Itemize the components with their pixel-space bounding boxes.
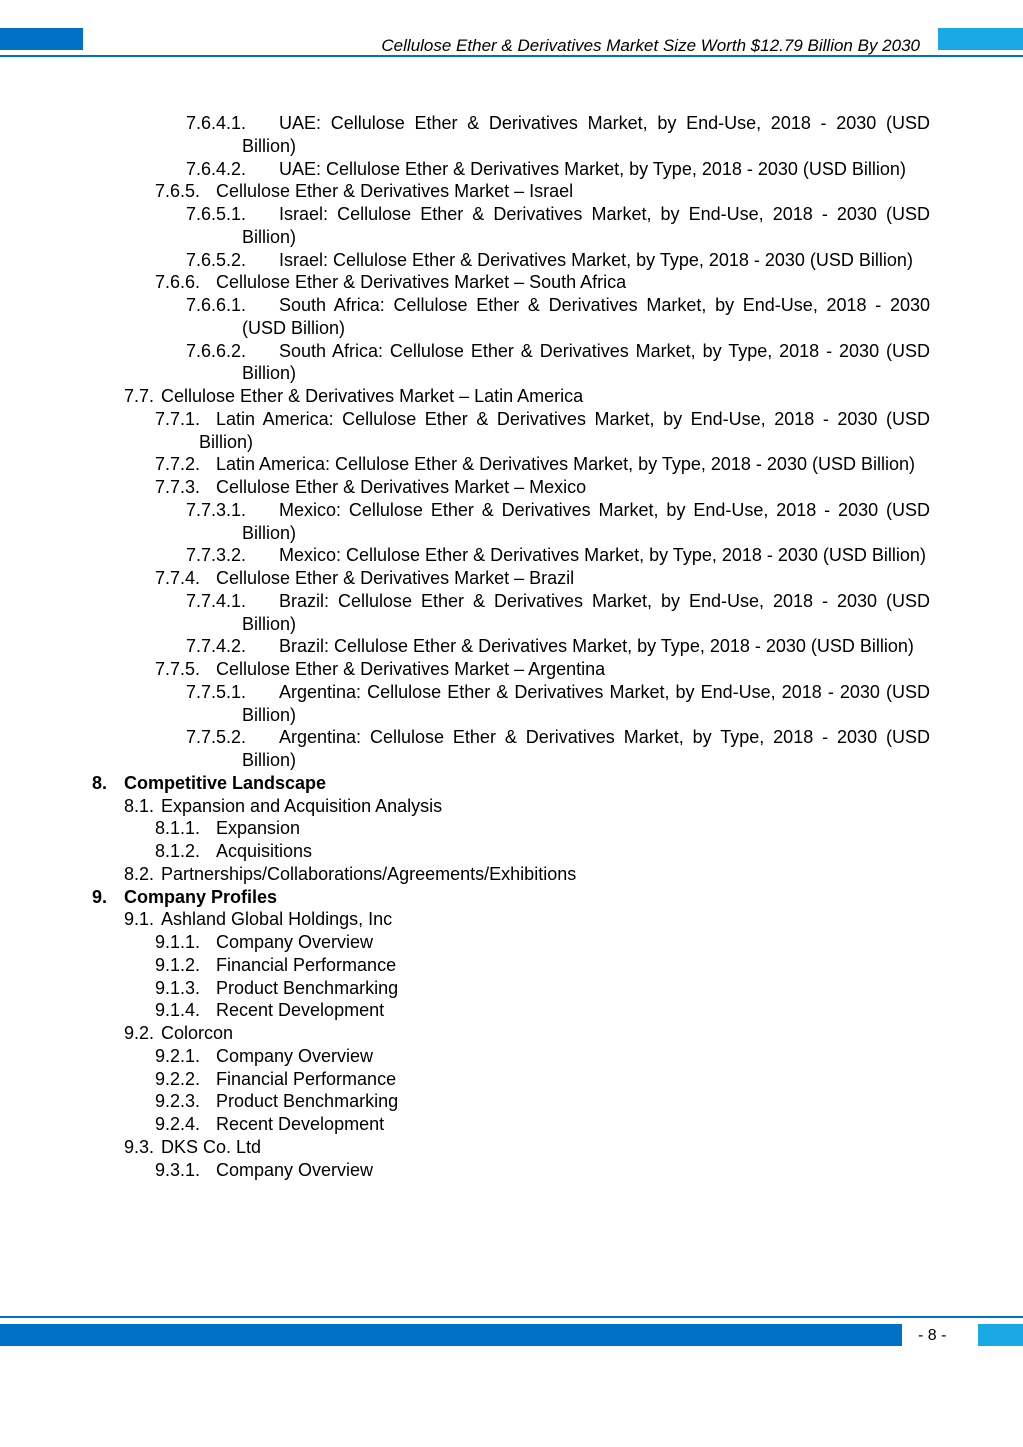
toc-entry bbox=[155, 567, 930, 590]
toc-entry-number: 7.6.4.1. bbox=[186, 113, 247, 133]
toc-entry-title: Company Overview bbox=[216, 1159, 374, 1180]
toc-entry-number: 9.2.4. bbox=[155, 1114, 201, 1134]
toc-entry-number: 7.7.4. bbox=[155, 568, 201, 588]
header-accent-block-left bbox=[0, 28, 83, 50]
toc-entry-number: 7.6.6. bbox=[155, 272, 201, 293]
toc-entry-number: 7.6.5.1. bbox=[186, 204, 247, 224]
toc-entry-title: Brazil: Cellulose Ether & Derivatives Market, by Type, 2018 - 2030 (USD Billion) bbox=[279, 636, 914, 657]
toc-entry-number: 9.1. bbox=[124, 909, 155, 930]
toc-entry bbox=[155, 977, 930, 1000]
toc-entry-number: 9.1.1. bbox=[155, 932, 201, 952]
header-accent-block-right bbox=[938, 28, 1023, 50]
toc-entry-number: 7.6.6.1. bbox=[186, 295, 247, 315]
toc-entry-number: 8.2. bbox=[124, 863, 155, 884]
toc-entry-number: 7.6.6.2. bbox=[186, 340, 247, 361]
toc-entry-title: South Africa: Cellulose Ether & Derivatives Market, by Type, 2018 - 2030 (USD Billion) bbox=[242, 340, 930, 384]
toc-entry-title: Company Overview bbox=[216, 1045, 374, 1066]
toc-entry bbox=[186, 681, 930, 727]
toc-entry-number: 7.7.4.2. bbox=[186, 636, 247, 657]
toc-entry-number: 7.7.3. bbox=[155, 477, 201, 497]
toc-entry-title: Cellulose Ether & Derivatives Market – Israel bbox=[216, 181, 574, 202]
toc-entry-number: 9.1.4. bbox=[155, 1000, 201, 1021]
toc-entry-number: 7.7.1. bbox=[155, 408, 201, 429]
toc-entry bbox=[186, 158, 930, 181]
toc-entry-title: Cellulose Ether & Derivatives Market – Argentina bbox=[216, 659, 606, 679]
document-header-title: Cellulose Ether & Derivatives Market Size Worth $12.79 Billion By 2030 bbox=[381, 36, 920, 55]
toc-entry-number: 7.7.2. bbox=[155, 454, 201, 475]
toc-entry-title: Financial Performance bbox=[216, 1068, 397, 1089]
toc-entry bbox=[155, 931, 930, 954]
toc-entry-number: 7.7.5.1. bbox=[186, 681, 247, 702]
toc-entry-title: UAE: Cellulose Ether & Derivatives Market, by Type, 2018 - 2030 (USD Billion) bbox=[279, 158, 906, 179]
toc-entry-title: Recent Development bbox=[216, 1000, 385, 1021]
toc-entry bbox=[155, 658, 930, 681]
toc-entry-title: UAE: Cellulose Ether & Derivatives Market, by End-Use, 2018 - 2030 (USD Billion) bbox=[242, 113, 930, 156]
toc-entry bbox=[155, 1068, 930, 1091]
toc-entry-number: 7.7.4.1. bbox=[186, 590, 247, 611]
toc-entry bbox=[155, 817, 930, 840]
toc-entry-number: 7.6.4.2. bbox=[186, 158, 247, 179]
toc-entry bbox=[124, 1136, 930, 1159]
toc-entry bbox=[155, 1090, 930, 1113]
toc-entry bbox=[186, 635, 930, 658]
toc-entry-number: 7.7. bbox=[124, 386, 155, 406]
toc-entry-title: Product Benchmarking bbox=[216, 977, 399, 998]
toc-entry-title: Latin America: Cellulose Ether & Derivatives Market, by Type, 2018 - 2030 (USD Billion) bbox=[216, 454, 915, 475]
toc-entry-title: Brazil: Cellulose Ether & Derivatives Market, by End-Use, 2018 - 2030 (USD Billion) bbox=[242, 590, 930, 634]
toc-entry-number: 7.7.3.1. bbox=[186, 499, 247, 520]
toc-entry bbox=[186, 499, 930, 545]
toc-entry-title: Competitive Landscape bbox=[124, 772, 327, 793]
toc-entry-number: 9.2.1. bbox=[155, 1045, 201, 1066]
toc-entry bbox=[124, 385, 930, 408]
toc-entry-number: 7.6.5.2. bbox=[186, 249, 247, 270]
toc-entry bbox=[186, 249, 930, 272]
toc-entry bbox=[186, 590, 930, 636]
toc-entry-title: Cellulose Ether & Derivatives Market – South Africa bbox=[216, 272, 627, 293]
toc-entry-title: Cellulose Ether & Derivatives Market – Latin America bbox=[161, 386, 584, 406]
toc-entry-title: DKS Co. Ltd bbox=[161, 1136, 262, 1157]
toc-entry bbox=[186, 544, 930, 567]
toc-entry-title: Cellulose Ether & Derivatives Market – Mexico bbox=[216, 477, 587, 497]
toc-entry-number: 8.1.2. bbox=[155, 841, 201, 861]
toc-entry-number: 7.7.5.2. bbox=[186, 727, 247, 748]
toc-entry-title: South Africa: Cellulose Ether & Derivatives Market, by End-Use, 2018 - 2030 (USD Billion) bbox=[242, 295, 930, 338]
toc-entry-number: 7.6.5. bbox=[155, 181, 201, 202]
toc-entry-title: Company Profiles bbox=[124, 886, 278, 907]
toc-entry bbox=[186, 340, 930, 386]
toc-entry-title: Ashland Global Holdings, Inc bbox=[161, 909, 393, 930]
toc-entry-number: 7.7.5. bbox=[155, 659, 201, 679]
toc-entry-title: Mexico: Cellulose Ether & Derivatives Market, by End-Use, 2018 - 2030 (USD Billion) bbox=[242, 499, 930, 543]
toc-entry-title: Israel: Cellulose Ether & Derivatives Market, by End-Use, 2018 - 2030 (USD Billion) bbox=[242, 204, 930, 247]
toc-entry bbox=[124, 1022, 930, 1045]
toc-entry-number: 9.2.2. bbox=[155, 1068, 201, 1089]
toc-entry bbox=[92, 886, 930, 909]
toc-entry bbox=[155, 1159, 930, 1182]
toc-entry-number: 9.1.2. bbox=[155, 954, 201, 975]
toc-entry bbox=[186, 203, 930, 249]
toc-entry-title: Product Benchmarking bbox=[216, 1091, 399, 1112]
toc-entry bbox=[155, 408, 930, 454]
toc-entry-number: 9.2.3. bbox=[155, 1091, 201, 1112]
toc-entry-number: 9.3. bbox=[124, 1136, 155, 1157]
toc-entry bbox=[155, 954, 930, 977]
toc-entry bbox=[92, 772, 930, 795]
footer-accent-bar bbox=[0, 1324, 902, 1346]
toc-entry-title: Israel: Cellulose Ether & Derivatives Market, by Type, 2018 - 2030 (USD Billion) bbox=[279, 249, 913, 270]
toc-entry bbox=[186, 726, 930, 772]
toc-entry-title: Recent Development bbox=[216, 1114, 385, 1134]
toc-entry-number: 7.7.3.2. bbox=[186, 545, 247, 566]
toc-entry bbox=[155, 999, 930, 1022]
toc-entry-number: 9.2. bbox=[124, 1023, 155, 1043]
toc-entry-title: Argentina: Cellulose Ether & Derivatives Market, by Type, 2018 - 2030 (USD Billion) bbox=[242, 727, 930, 770]
toc-entry-title: Financial Performance bbox=[216, 954, 397, 975]
toc-entry-title: Expansion and Acquisition Analysis bbox=[161, 795, 443, 816]
header-divider bbox=[0, 55, 1023, 57]
toc-entry bbox=[124, 795, 930, 818]
toc-entry bbox=[155, 1045, 930, 1068]
toc-entry-title: Mexico: Cellulose Ether & Derivatives Market, by Type, 2018 - 2030 (USD Billion) bbox=[279, 545, 926, 566]
toc-entry-number: 9. bbox=[92, 886, 108, 907]
toc-entry bbox=[186, 294, 930, 340]
table-of-contents bbox=[0, 112, 1023, 1181]
toc-entry-title: Argentina: Cellulose Ether & Derivatives Market, by End-Use, 2018 - 2030 (USD Billion) bbox=[242, 681, 930, 725]
footer-accent-block-right bbox=[978, 1324, 1023, 1346]
toc-entry-number: 8.1.1. bbox=[155, 818, 201, 839]
toc-entry-title: Partnerships/Collaborations/Agreements/Exhibitions bbox=[161, 863, 577, 884]
toc-entry-number: 8.1. bbox=[124, 795, 155, 816]
toc-entry-number: 8. bbox=[92, 772, 108, 793]
toc-entry bbox=[155, 476, 930, 499]
page-number: - 8 - bbox=[918, 1327, 947, 1344]
toc-entry-title: Latin America: Cellulose Ether & Derivatives Market, by End-Use, 2018 - 2030 (USD Billion) bbox=[199, 408, 930, 452]
toc-entry bbox=[124, 863, 930, 886]
toc-entry-title: Expansion bbox=[216, 818, 301, 839]
toc-entry-number: 9.1.3. bbox=[155, 977, 201, 998]
toc-entry bbox=[155, 453, 930, 476]
toc-entry bbox=[155, 840, 930, 863]
toc-entry-title: Cellulose Ether & Derivatives Market – Brazil bbox=[216, 568, 575, 588]
toc-entry bbox=[155, 271, 930, 294]
toc-entry-title: Colorcon bbox=[161, 1023, 234, 1043]
footer-divider bbox=[0, 1316, 1023, 1318]
toc-entry bbox=[155, 1113, 930, 1136]
toc-entry-title: Company Overview bbox=[216, 932, 374, 952]
toc-entry-number: 9.3.1. bbox=[155, 1159, 201, 1180]
toc-entry bbox=[124, 908, 930, 931]
toc-entry-title: Acquisitions bbox=[216, 841, 313, 861]
toc-entry bbox=[186, 112, 930, 158]
toc-entry bbox=[155, 180, 930, 203]
